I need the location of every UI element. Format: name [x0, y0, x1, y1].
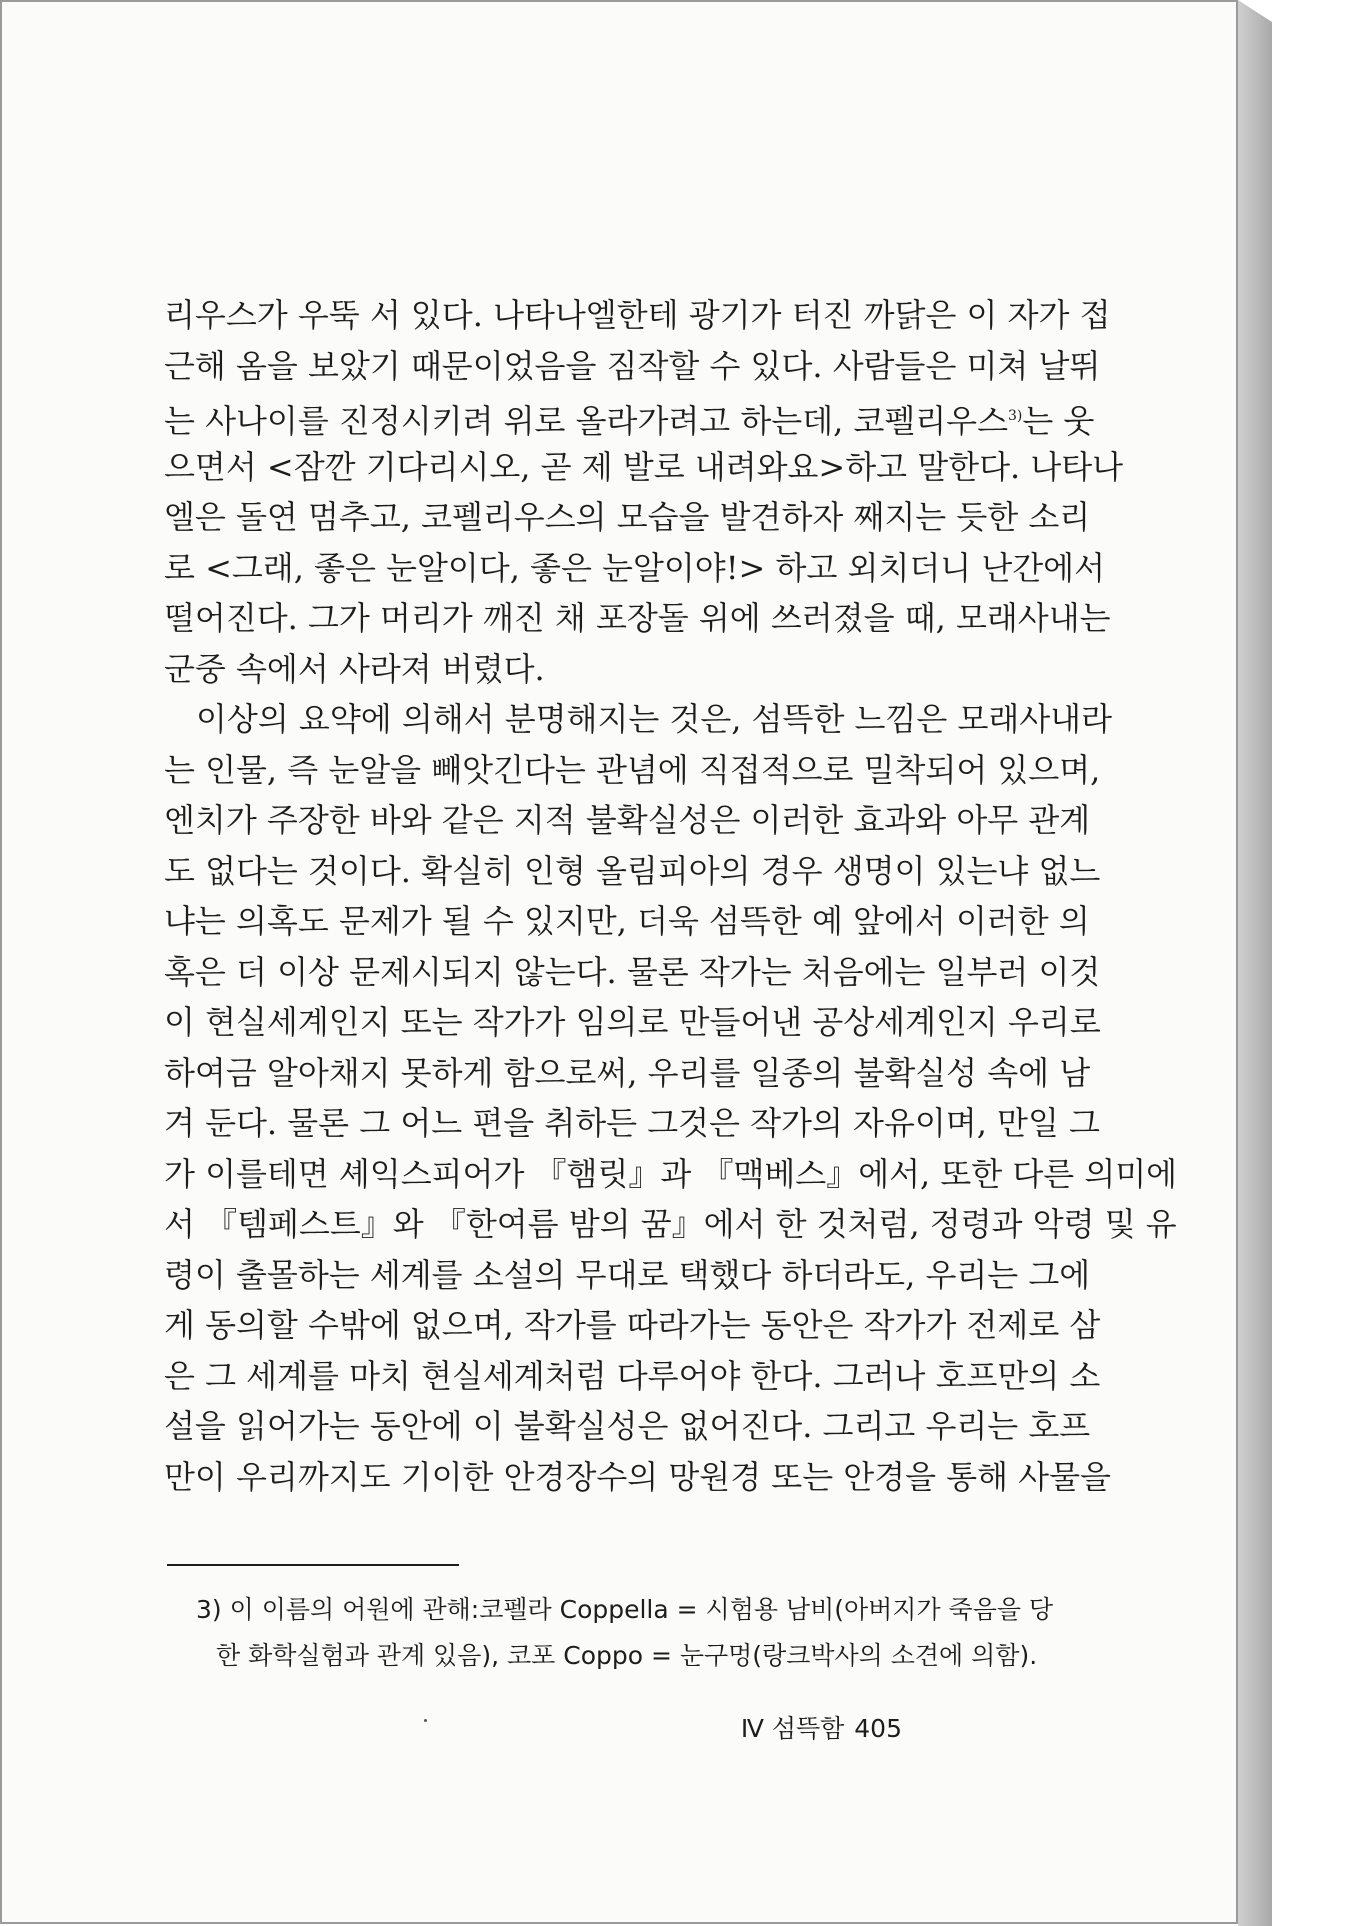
footnote-line: 한 화학실험과 관계 있음), 코포 Coppo = 눈구멍(랑크박사의 소견에 의함).: [216, 1641, 1038, 1670]
body-line: 엔치가 주장한 바와 같은 지적 불확실성은 이러한 효과와 아무 관계: [164, 801, 1091, 839]
body-line: 겨 둔다. 물론 그 어느 편을 취하든 그것은 작가의 자유이며, 만일 그: [164, 1104, 1100, 1142]
body-line: 하여금 알아채지 못하게 함으로써, 우리를 일종의 불확실성 속에 남: [164, 1053, 1091, 1092]
body-line: 설을 읽어가는 동안에 이 불확실성은 없어진다. 그리고 우리는 호프: [164, 1407, 1091, 1445]
body-line: 엘은 돌연 멈추고, 코펠리우스의 모습을 발견하자 째지는 듯한 소리: [164, 498, 1091, 536]
body-line: 떨어진다. 그가 머리가 깨진 채 포장돌 위에 쓰러졌을 때, 모래사내는: [164, 599, 1111, 637]
body-line: 가 이를테면 셰익스피어가 『햄릿』과 『맥베스』에서, 또한 다른 의미에: [164, 1154, 1178, 1193]
footnote-divider: [167, 1564, 459, 1566]
body-line: 는 인물, 즉 눈알을 빼앗긴다는 관념에 직접적으로 밀착되어 있으며,: [164, 750, 1101, 789]
footnote: [196, 1587, 1052, 1679]
page-stack-edge: [1238, 0, 1272, 1926]
body-text: [164, 290, 1178, 1502]
body-line: 령이 출몰하는 세계를 소설의 무대로 택했다 하더라도, 우리는 그에: [164, 1255, 1091, 1294]
body-line: 혹은 더 이상 문제시되지 않는다. 물론 작가는 처음에는 일부러 이것: [164, 952, 1101, 991]
body-line-text: 는 사나이를 진정시키려 위로 올라가려고 하는데, 코펠리우스: [164, 402, 1009, 440]
print-speck: [424, 1719, 427, 1722]
body-line-with-footnote-ref: [164, 391, 1095, 442]
body-line: 리우스가 우뚝 서 있다. 나타나엘한테 광기가 터진 까닭은 이 자가 접: [164, 296, 1111, 334]
body-line: 군중 속에서 사라져 버렸다.: [164, 649, 545, 688]
body-line: 서 『템페스트』와 『한여름 밤의 꿈』에서 한 것처럼, 정령과 악령 및 유: [164, 1205, 1177, 1243]
footnote-reference: 3): [1008, 408, 1023, 424]
body-line: 도 없다는 것이다. 확실히 인형 올림피아의 경우 생명이 있는냐 없느: [164, 851, 1101, 890]
body-line-tail: 는 웃: [1022, 402, 1095, 440]
running-footer: [731, 1709, 902, 1745]
page-number: 405: [854, 1714, 902, 1743]
body-line: 은 그 세계를 마치 현실세계처럼 다루어야 한다. 그러나 호프만의 소: [164, 1356, 1101, 1395]
body-line: 근해 옴을 보았기 때문이었음을 짐작할 수 있다. 사람들은 미쳐 날뛰: [164, 346, 1101, 385]
body-line: 게 동의할 수밖에 없으며, 작가를 따라가는 동안은 작가가 전제로 삼: [164, 1306, 1101, 1344]
body-line: 냐는 의혹도 문제가 될 수 있지만, 더욱 섬뜩한 예 앞에서 이러한 의: [164, 902, 1090, 940]
footnote-line: 3) 이 이름의 어원에 관해:코펠라 Coppella = 시험용 남비(아버지가 죽음을 당: [196, 1595, 1054, 1624]
chapter-label: Ⅳ 섬뜩함: [740, 1714, 845, 1743]
body-line: 만이 우리까지도 기이한 안경장수의 망원경 또는 안경을 통해 사물을: [164, 1457, 1111, 1496]
body-line: 으면서 <잠깐 기다리시오, 곧 제 발로 내려와요>하고 말한다. 나타나: [164, 447, 1124, 486]
body-line: 로 <그래, 좋은 눈알이다, 좋은 눈알이야!> 하고 외치더니 난간에서: [164, 548, 1106, 587]
paragraph-first-line: 이상의 요약에 의해서 분명해지는 것은, 섬뜩한 느낌은 모래사내라: [196, 700, 1113, 738]
body-line: 이 현실세계인지 또는 작가가 임의로 만들어낸 공상세계인지 우리로: [164, 1003, 1101, 1041]
